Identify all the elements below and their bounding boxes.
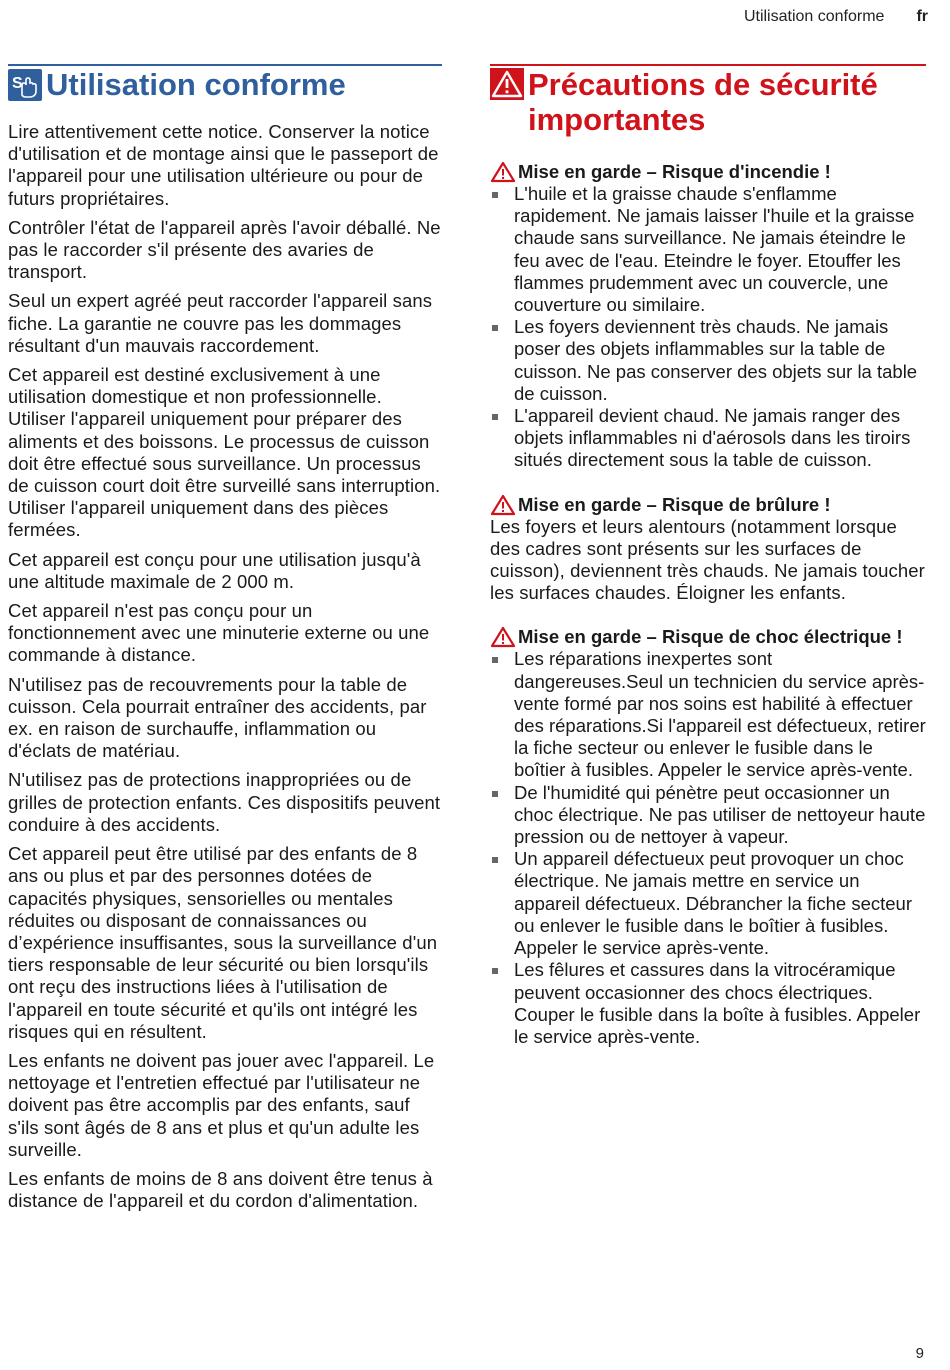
paragraph: Cet appareil n'est pas conçu pour un fonctionnement avec une minuterie externe ou une commande à distance. xyxy=(8,600,430,666)
paragraph: N'utilisez pas de recouvrements pour la table de cuisson. Cela pourrait entraîner des accidents, par ex. en raison de surchauffe, inflammation ou d'éclats de matériau. xyxy=(8,673,427,762)
paragraph: Les enfants ne doivent pas jouer avec l'appareil. Le nettoyage et l'entretien effectué par l'utilisateur ne doivent pas être accomplis par des enfants, sauf s'ils sont âgés de 8 ans et plus et qu'un adulte les surveille. xyxy=(8,1049,435,1160)
paragraph: Contrôler l'état de l'appareil après l'avoir déballé. Ne pas le raccorder s'il présente des avaries de transport. xyxy=(8,216,441,283)
warning-title xyxy=(490,494,926,516)
section-heading-safety xyxy=(490,64,926,137)
running-header-lang: fr xyxy=(916,8,928,25)
bullet-list xyxy=(490,648,926,1048)
page-number: 9 xyxy=(915,1345,924,1362)
running-header xyxy=(744,8,928,26)
warning-fire xyxy=(490,161,926,472)
list-item: L'huile et la graisse chaude s'enflamme rapidement. Ne jamais laisser l'huile et la graisse chaude sans surveillance. Ne jamais éteindre le feu avec de l'eau. Eteindre le foyer. Etouffer les flammes prudemment avec un couvercle, une couverture ou similaire. xyxy=(490,183,926,316)
warning-title-text: Mise en garde – Risque d'incendie ! xyxy=(518,161,831,182)
paragraph: Les foyers et leurs alentours (notamment lorsque des cadres sont présents sur les surfaces de cuisson), deviennent très chauds. Ne jamais toucher les surfaces chaudes. Éloigner les enfants. xyxy=(490,515,925,604)
left-column xyxy=(8,64,442,1219)
list-item: Les fêlures et cassures dans la vitrocéramique peuvent occasionner des chocs électriques. Couper le fusible dans la boîte à fusibles. Appeler le service après-vente. xyxy=(490,959,926,1048)
manual-hand-icon xyxy=(8,69,42,101)
warning-triangle-icon xyxy=(490,68,524,100)
warning-title xyxy=(490,626,926,648)
paragraph: Lire attentivement cette notice. Conserver la notice d'utilisation et de montage ainsi que le passeport de l'appareil pour une utilisation ultérieure ou pour de futurs propriétaires. xyxy=(8,121,439,209)
paragraph: N'utilisez pas de protections inappropriées ou de grilles de protection enfants. Ces dispositifs peuvent conduire à des accidents. xyxy=(8,769,441,835)
paragraph: Cet appareil est conçu pour une utilisation jusqu'à une altitude maximale de 2 000 m. xyxy=(8,548,432,592)
paragraph: Les enfants de moins de 8 ans doivent être tenus à distance de l'appareil et du cordon d'alimentation. xyxy=(8,1167,433,1212)
page-title: Utilisation conforme xyxy=(46,67,346,102)
svg-text:S: S xyxy=(12,75,23,92)
list-item: Les foyers deviennent très chauds. Ne jamais poser des objets inflammables sur la table de cuisson. Ne pas conserver des objets sur la table de cuisson. xyxy=(490,316,926,405)
bullet-list xyxy=(490,183,926,472)
list-item: De l'humidité qui pénètre peut occasionner un choc électrique. Ne pas utiliser de nettoyeur haute pression ou de nettoyer à vapeur. xyxy=(490,782,926,849)
warning-triangle-icon xyxy=(490,626,516,648)
list-item: Les réparations inexpertes sont dangereuses.Seul un technicien du service après-vente formé par nos soins est habilité à effectuer des réparations.Si l'appareil est défectueux, retirer la fiche secteur ou enlever le fusible dans le boîtier à fusibles. Appeler le service après-vente. xyxy=(490,648,926,781)
warning-title-text: Mise en garde – Risque de choc électrique ! xyxy=(518,626,903,648)
right-column xyxy=(490,64,926,1070)
warning-title xyxy=(490,161,926,183)
running-header-section: Utilisation conforme xyxy=(743,8,885,25)
warning-triangle-icon xyxy=(490,494,516,516)
warning-burn xyxy=(490,494,926,605)
warning-shock xyxy=(490,626,926,1048)
list-item: L'appareil devient chaud. Ne jamais ranger des objets inflammables ni d'aérosols dans les tiroirs situés directement sous la table de cuisson. xyxy=(490,405,926,472)
safety-title: Précautions de sécurité importantes xyxy=(528,67,878,137)
warning-title-text: Mise en garde – Risque de brûlure ! xyxy=(518,493,831,515)
paragraph: Seul un expert agréé peut raccorder l'appareil sans fiche. La garantie ne couvre pas les dommages résultant d'un mauvais raccordement. xyxy=(8,290,433,356)
section-heading-intended-use xyxy=(8,64,442,103)
list-item: Un appareil défectueux peut provoquer un choc électrique. Ne jamais mettre en service un appareil défectueux. Débrancher la fiche secteur ou enlever le fusible dans le boîtier à fusibles. Appeler le service après-vente. xyxy=(490,848,926,959)
paragraph: Cet appareil peut être utilisé par des enfants de 8 ans ou plus et par des personnes dotées de capacités physiques, sensorielles ou mentales réduites ou disposant de connaissances ou d’expérience insuffisantes, sous la surveillance d'un tiers responsable de leur sécurité ou bien lorsqu'ils ont reçu des instructions liées à l'utilisation de l'appareil en toute sécurité et qu'ils ont intégré les risques qui en résultent. xyxy=(8,843,438,1042)
warning-triangle-icon xyxy=(490,161,516,183)
paragraph: Cet appareil est destiné exclusivement à une utilisation domestique et non professionnelle. Utiliser l'appareil uniquement pour préparer des aliments et des boissons. Le processus de cuisson doit être effectué sous surveillance. Un processus de cuisson court doit être surveillé sans interruption. Utiliser l'appareil uniquement dans des pièces fermées. xyxy=(8,364,441,541)
